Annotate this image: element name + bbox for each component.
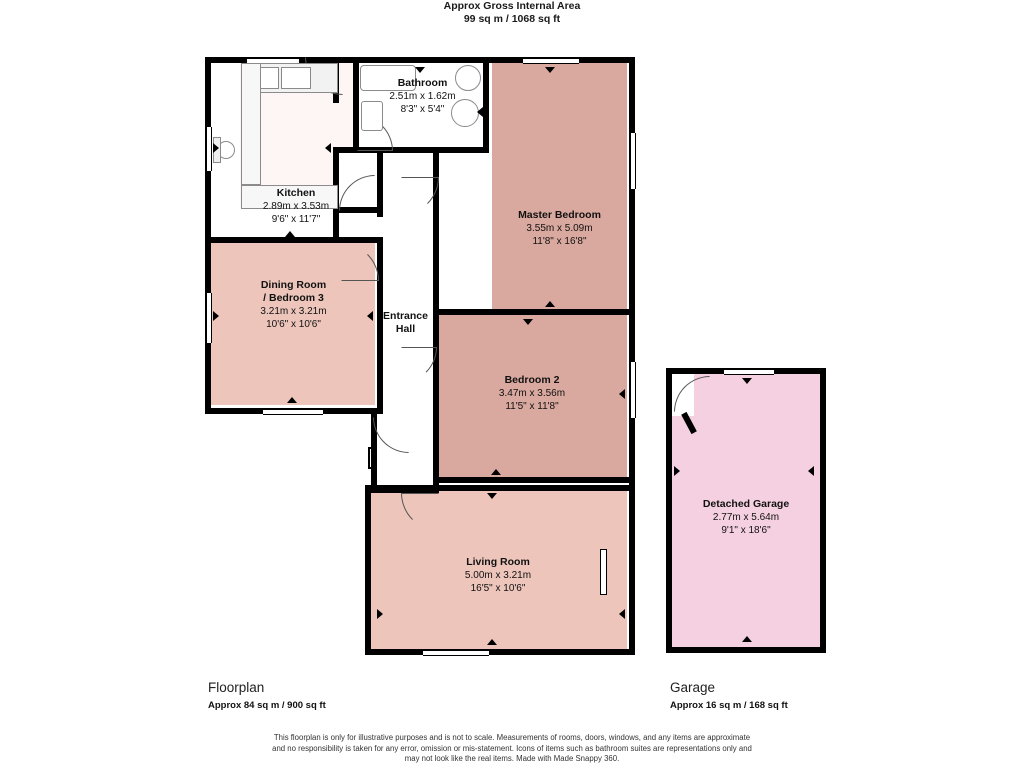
arrow-bedroom2-top bbox=[523, 319, 533, 325]
disclaimer-line-1: This floorplan is only for illustrative purposes and is not to scale. Measurements of rooms, doors, windows, and any items are approximate bbox=[273, 733, 751, 742]
entrance-hall-name: Entrance bbox=[383, 310, 428, 322]
room-label-detached-garage bbox=[666, 498, 826, 537]
floorplan-diagram bbox=[205, 57, 635, 657]
floorplan-footer-title: Floorplan bbox=[208, 680, 265, 695]
dining-room-metric: 3.21m x 3.21m bbox=[260, 306, 327, 317]
wall-living-bottom bbox=[365, 649, 635, 655]
arrow-garage-right bbox=[808, 466, 814, 476]
kitchen-counter-left bbox=[241, 63, 261, 185]
room-label-bedroom2 bbox=[447, 374, 617, 413]
master-bedroom-imperial: 11'8" x 16'8" bbox=[532, 236, 587, 247]
room-master-bedroom-fill bbox=[492, 62, 627, 312]
wall-master-bottom bbox=[433, 309, 635, 315]
disclaimer-line-2: and no responsibility is taken for any error, omission or mis-statement. Icons of items such as bathroom suites are representations only and bbox=[272, 743, 752, 753]
window-living-right bbox=[600, 549, 607, 595]
arrow-bedroom2-bottom bbox=[491, 469, 501, 475]
garage-diagram bbox=[666, 368, 826, 653]
gia-value: 99 sq m / 1068 sq ft bbox=[463, 13, 561, 25]
wall-master-left bbox=[433, 207, 439, 317]
master-bedroom-metric: 3.55m x 5.09m bbox=[526, 223, 593, 234]
living-room-name: Living Room bbox=[466, 556, 530, 568]
arrow-bathroom-top bbox=[415, 67, 425, 73]
kitchen-name: Kitchen bbox=[276, 187, 316, 199]
arrow-garage-bottom bbox=[742, 636, 752, 642]
detached-garage-metric: 2.77m x 5.64m bbox=[712, 512, 780, 523]
arrow-kitchen-left bbox=[213, 143, 219, 153]
window-bedroom2-right bbox=[630, 362, 636, 418]
bedroom2-metric: 3.47m x 3.56m bbox=[498, 388, 566, 399]
wall-kitchen-dining-divider bbox=[205, 237, 383, 243]
dining-room-imperial: 10'6" x 10'6" bbox=[266, 319, 321, 330]
wall-front-door-recess bbox=[368, 447, 373, 469]
window-master-right bbox=[630, 133, 636, 189]
window-living-bottom bbox=[423, 650, 489, 656]
room-label-kitchen bbox=[221, 187, 371, 226]
arrow-living-top bbox=[487, 493, 497, 499]
living-room-imperial: 16'5" x 10'6" bbox=[470, 583, 526, 594]
arrow-living-left bbox=[377, 609, 383, 619]
master-bedroom-name: Master Bedroom bbox=[518, 209, 601, 221]
disclaimer-line-3: may not look like the real items. Made with Made Snappy 360. bbox=[404, 754, 620, 763]
arrow-bedroom2-right bbox=[619, 389, 625, 399]
bedroom2-imperial: 11'5" x 11'8" bbox=[505, 401, 559, 412]
room-label-dining-room bbox=[211, 279, 376, 331]
bathroom-name: Bathroom bbox=[397, 77, 448, 89]
gross-internal-area-header bbox=[0, 0, 1024, 26]
bathroom-metric: 2.51m x 1.62m bbox=[389, 91, 456, 102]
wall-garage-bottom bbox=[666, 647, 826, 653]
kitchen-metric: 2.89m x 3.53m bbox=[262, 201, 330, 212]
arrow-master-bottom bbox=[545, 301, 555, 307]
dining-room-alt-name: / Bedroom 3 bbox=[263, 292, 324, 304]
arrow-dining-bottom bbox=[287, 397, 297, 403]
garage-footer bbox=[670, 680, 788, 711]
window-kitchen-left bbox=[206, 127, 212, 171]
dining-room-name: Dining Room bbox=[260, 279, 327, 291]
arrow-living-right bbox=[619, 609, 625, 619]
arrow-garage-left bbox=[674, 466, 680, 476]
floorplan-footer bbox=[208, 680, 326, 711]
window-master-top bbox=[523, 58, 579, 64]
window-garage-top bbox=[724, 369, 774, 375]
floorplan-footer-area: Approx 84 sq m / 900 sq ft bbox=[208, 700, 326, 711]
detached-garage-imperial: 9'1" x 18'6" bbox=[721, 525, 771, 536]
arrow-garage-top bbox=[742, 378, 752, 384]
kitchen-hob-icon bbox=[281, 67, 311, 89]
bedroom2-name: Bedroom 2 bbox=[504, 374, 560, 386]
arrow-master-top bbox=[545, 67, 555, 73]
wall-bedroom2-bottom bbox=[433, 477, 635, 483]
wall-top-right bbox=[353, 57, 635, 63]
gia-title: Approx Gross Internal Area bbox=[443, 0, 581, 12]
garage-footer-area: Approx 16 sq m / 168 sq ft bbox=[670, 700, 788, 711]
arrow-living-bottom bbox=[487, 639, 497, 645]
kitchen-imperial: 9'6" x 11'7" bbox=[271, 214, 321, 225]
window-dining-bottom bbox=[263, 409, 323, 415]
garage-footer-title: Garage bbox=[670, 680, 716, 695]
entrance-hall-name2: Hall bbox=[395, 323, 416, 335]
arrow-kitchen-bottom bbox=[285, 231, 295, 237]
room-label-bathroom bbox=[355, 77, 490, 116]
arrow-kitchen-right bbox=[325, 143, 331, 153]
room-label-living-room bbox=[413, 556, 583, 595]
bathroom-imperial: 8'3" x 5'4" bbox=[400, 104, 445, 115]
wall-living-left bbox=[365, 485, 371, 655]
room-label-master-bedroom bbox=[467, 209, 652, 248]
disclaimer bbox=[0, 733, 1024, 765]
room-label-entrance-hall bbox=[363, 310, 448, 336]
detached-garage-name: Detached Garage bbox=[702, 498, 790, 510]
living-room-metric: 5.00m x 3.21m bbox=[464, 570, 532, 581]
